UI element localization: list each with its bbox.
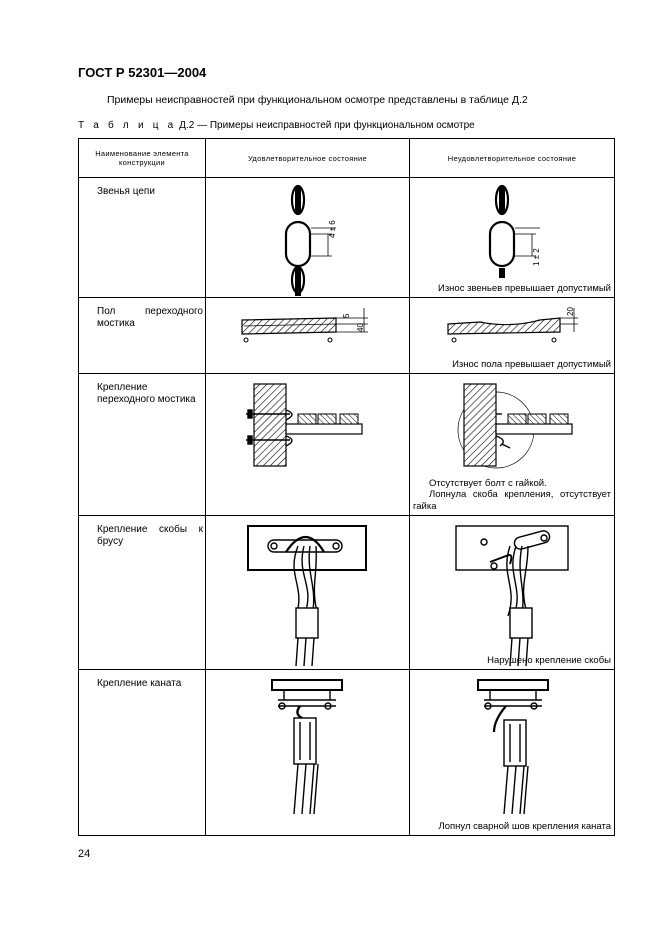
floor-bad-cell — [410, 298, 615, 374]
bracket-good-cell — [206, 516, 410, 670]
bracket-bad-cell — [410, 516, 615, 670]
table-row — [79, 670, 615, 836]
fastening-bad-caption — [413, 478, 611, 513]
floor-good-illustration — [206, 298, 409, 372]
bracket-bad-illustration — [410, 516, 614, 668]
row-name-bridge-floor: Пол переходного мостика — [97, 306, 203, 329]
table-caption-text: Д.2 — Примеры неисправностей при функциональном осмотре — [179, 120, 475, 131]
floor-bad-caption: Износ пола превышает допустимый — [452, 358, 611, 370]
page-number: 24 — [78, 848, 91, 860]
rope-good-illustration — [206, 670, 409, 834]
floor-bad-dimension: 20 — [566, 307, 575, 316]
table-row — [79, 516, 615, 670]
floor-good-dim-1: 5 — [342, 313, 351, 318]
fastening-good-cell — [206, 374, 410, 516]
row-name-bridge-fastening: Крепление переходного мостика — [97, 382, 196, 405]
col-header-element: Наименование элемента конструкции — [79, 139, 206, 178]
row-name-chain: Звенья цепи — [97, 186, 155, 197]
bracket-bad-caption: Нарушено крепление скобы — [487, 654, 611, 666]
chain-bad-caption: Износ звеньев превышает допустимый — [438, 282, 611, 294]
table-header-row — [79, 139, 615, 178]
col-header-bad: Неудовлетворительное состояние — [410, 139, 615, 178]
fastening-good-illustration — [206, 374, 409, 514]
col-header-good: Удовлетворительное состояние — [206, 139, 410, 178]
chain-bad-illustration — [410, 178, 614, 296]
fastening-bad-caption-1: Отсутствует болт с гайкой. — [429, 477, 547, 489]
rope-bad-cell — [410, 670, 615, 836]
floor-good-dim-2: 40 — [356, 323, 365, 332]
chain-good-cell — [206, 178, 410, 298]
defects-table — [78, 138, 615, 836]
chain-good-illustration — [206, 178, 409, 296]
chain-bad-cell — [410, 178, 615, 298]
chain-good-dimension: 4 ± 6 — [328, 220, 337, 238]
rope-good-cell — [206, 670, 410, 836]
row-name-rope-fastening: Крепление каната — [97, 678, 182, 689]
intro-paragraph: Примеры неисправностей при функциональном осмотре представлены в таблице Д.2 — [107, 94, 528, 106]
floor-good-cell — [206, 298, 410, 374]
table-caption — [78, 120, 475, 131]
fastening-bad-caption-2: Лопнула скоба крепления, отсутствует гайка — [413, 489, 611, 512]
row-name-bracket-to-beam: Крепление скобы к брусу — [97, 524, 203, 547]
table-row — [79, 374, 615, 516]
bracket-good-illustration — [206, 516, 409, 668]
rope-bad-illustration — [410, 670, 614, 834]
table-caption-label: Т а б л и ц а — [78, 120, 177, 131]
fastening-bad-cell — [410, 374, 615, 516]
table-row — [79, 298, 615, 374]
rope-bad-caption: Лопнул сварной шов крепления каната — [438, 820, 611, 832]
document-header: ГОСТ Р 52301—2004 — [78, 65, 207, 80]
table-row — [79, 178, 615, 298]
chain-bad-dimension: 1 ± 2 — [532, 248, 541, 266]
